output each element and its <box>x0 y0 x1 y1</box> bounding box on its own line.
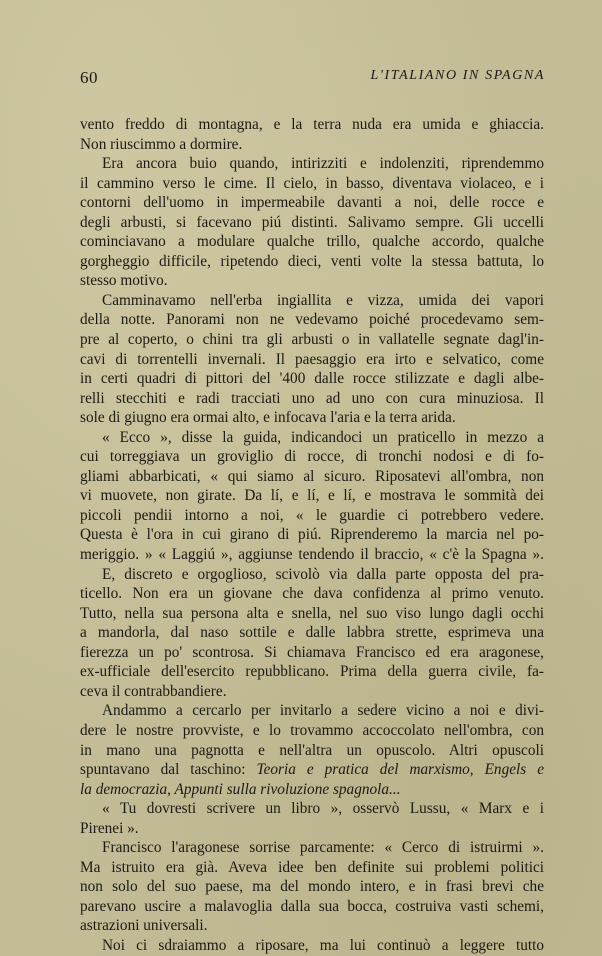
page-number: 60 <box>80 68 98 87</box>
text-line: cui torreggiava un groviglio di rocce, di tronchi nodosi e di fo- <box>80 448 544 466</box>
text-line: cavi di torrentelli invernali. Il paesaggio era irto e selvatico, come <box>80 350 544 368</box>
text-line: Ma istruito era già. Aveva idee ben definite sui problemi politici <box>80 858 544 876</box>
text-line: gliami abbarbicati, « qui siamo al sicuro. Riposatevi all'ombra, non <box>80 467 544 485</box>
text-line: a mandorla, dal naso sottile e dalle labbra strette, esprimeva una <box>80 624 544 642</box>
text-line: della notte. Panorami non ne vedevamo poiché procedevamo sem- <box>80 311 544 329</box>
running-title: L'ITALIANO IN SPAGNA <box>370 68 545 83</box>
text-line: Questa è l'ora in cui girano di piú. Riprenderemo la marcia nel po- <box>80 526 544 544</box>
text-line: fierezza un po' scontrosa. Si chiamava Francisco ed era aragonese, <box>80 643 544 661</box>
text-line: cominciavano a modulare qualche trillo, qualche accordo, qualche <box>80 233 544 251</box>
text-line: Pirenei ». <box>80 819 139 837</box>
text-line: pre al coperto, o chini tra gli arbusti o in vallatelle segnate dagl'in- <box>80 331 544 349</box>
text-line: Non riuscimmo a dormire. <box>80 135 243 153</box>
text-line: Francisco l'aragonese sorrise parcamente: « Cerco di istruirmi ». <box>102 839 544 857</box>
text-line: degli arbusti, si facevano piú distinti. Salivamo sempre. Gli uccelli <box>80 213 544 231</box>
text-line: Andammo a cercarlo per invitarlo a sedere vicino a noi e divi- <box>102 702 544 720</box>
text-line: « Tu dovresti scrivere un libro », osservò Lussu, « Marx e i <box>102 800 544 818</box>
text-line: relli stecchiti e radi tracciati uno ad uno con cura minuziosa. Il <box>80 389 544 407</box>
text-line: Noi ci sdraiammo a riposare, ma lui continuò a leggere tutto <box>102 936 544 954</box>
text-line: vi muovete, non girate. Da lí, e lí, e lí, e mostrava le sommità dei <box>80 487 544 505</box>
text-line: dere le nostre provviste, e lo trovammo accoccolato nell'ombra, con <box>80 721 544 739</box>
text-line: ceva il contrabbandiere. <box>80 682 227 700</box>
text-line: gorgheggio difficile, ripetendo dieci, venti volte la stessa battuta, lo <box>80 252 544 270</box>
text-line: meriggio. » « Laggiú », aggiunse tendendo il braccio, « c'è la Spagna ». <box>80 546 544 564</box>
text-line: in certi quadri di pittori del '400 dalle rocce stilizzate e dagli albe- <box>80 370 544 388</box>
text-line: astrazioni universali. <box>80 917 208 935</box>
text-line: parevano uscire a malavoglia dalla sua bocca, costruiva vasti schemi, <box>80 897 544 915</box>
text-line-roman: spuntavano dal taschino: <box>80 761 246 779</box>
text-line: il cammino verso le cime. Il cielo, in basso, diventava violaceo, e i <box>80 174 544 192</box>
page-header <box>80 68 545 90</box>
text-line <box>80 780 544 800</box>
body-text <box>80 115 544 956</box>
text-line: sole di giugno era ormai alto, e infocava l'aria e la terra arida. <box>80 409 456 427</box>
text-line: stesso motivo. <box>80 272 168 290</box>
book-title-italic: Teoria e pratica del marxismo, Engels e <box>256 761 544 779</box>
text-line <box>80 760 544 780</box>
text-line: Camminavamo nell'erba ingiallita e vizza, umida dei vapori <box>102 291 544 309</box>
text-line: ex-ufficiale dell'esercito repubblicano. Prima della guerra civile, fa- <box>80 663 544 681</box>
text-line: in mano una pagnotta e nell'altra un opuscolo. Altri opuscoli <box>80 741 544 759</box>
book-title-italic: la democrazia, Appunti sulla rivoluzione spagnola... <box>80 780 401 798</box>
text-line: E, discreto e orgoglioso, scivolò via dalla parte opposta del pra- <box>102 565 544 583</box>
text-line: vento freddo di montagna, e la terra nuda era umida e ghiaccia. <box>80 116 544 133</box>
text-line: ticello. Non era un giovane che dava confidenza al primo venuto. <box>80 585 544 603</box>
text-line: Tutto, nella sua persona alta e snella, nel suo viso lungo dagli occhi <box>80 604 544 622</box>
text-line: Era ancora buio quando, intirizziti e indolenziti, riprendemmo <box>102 155 544 173</box>
text-line: piccoli pendii intorno a noi, « le guardie ci potrebbero vedere. <box>80 506 544 524</box>
text-line: contorni dell'uomo in impermeabile davanti a noi, delle rocce e <box>80 194 544 212</box>
text-line: non solo del suo paese, ma del mondo intero, e in frasi brevi che <box>80 878 544 896</box>
text-line: « Ecco », disse la guida, indicandoci un praticello in mezzo a <box>102 428 544 446</box>
